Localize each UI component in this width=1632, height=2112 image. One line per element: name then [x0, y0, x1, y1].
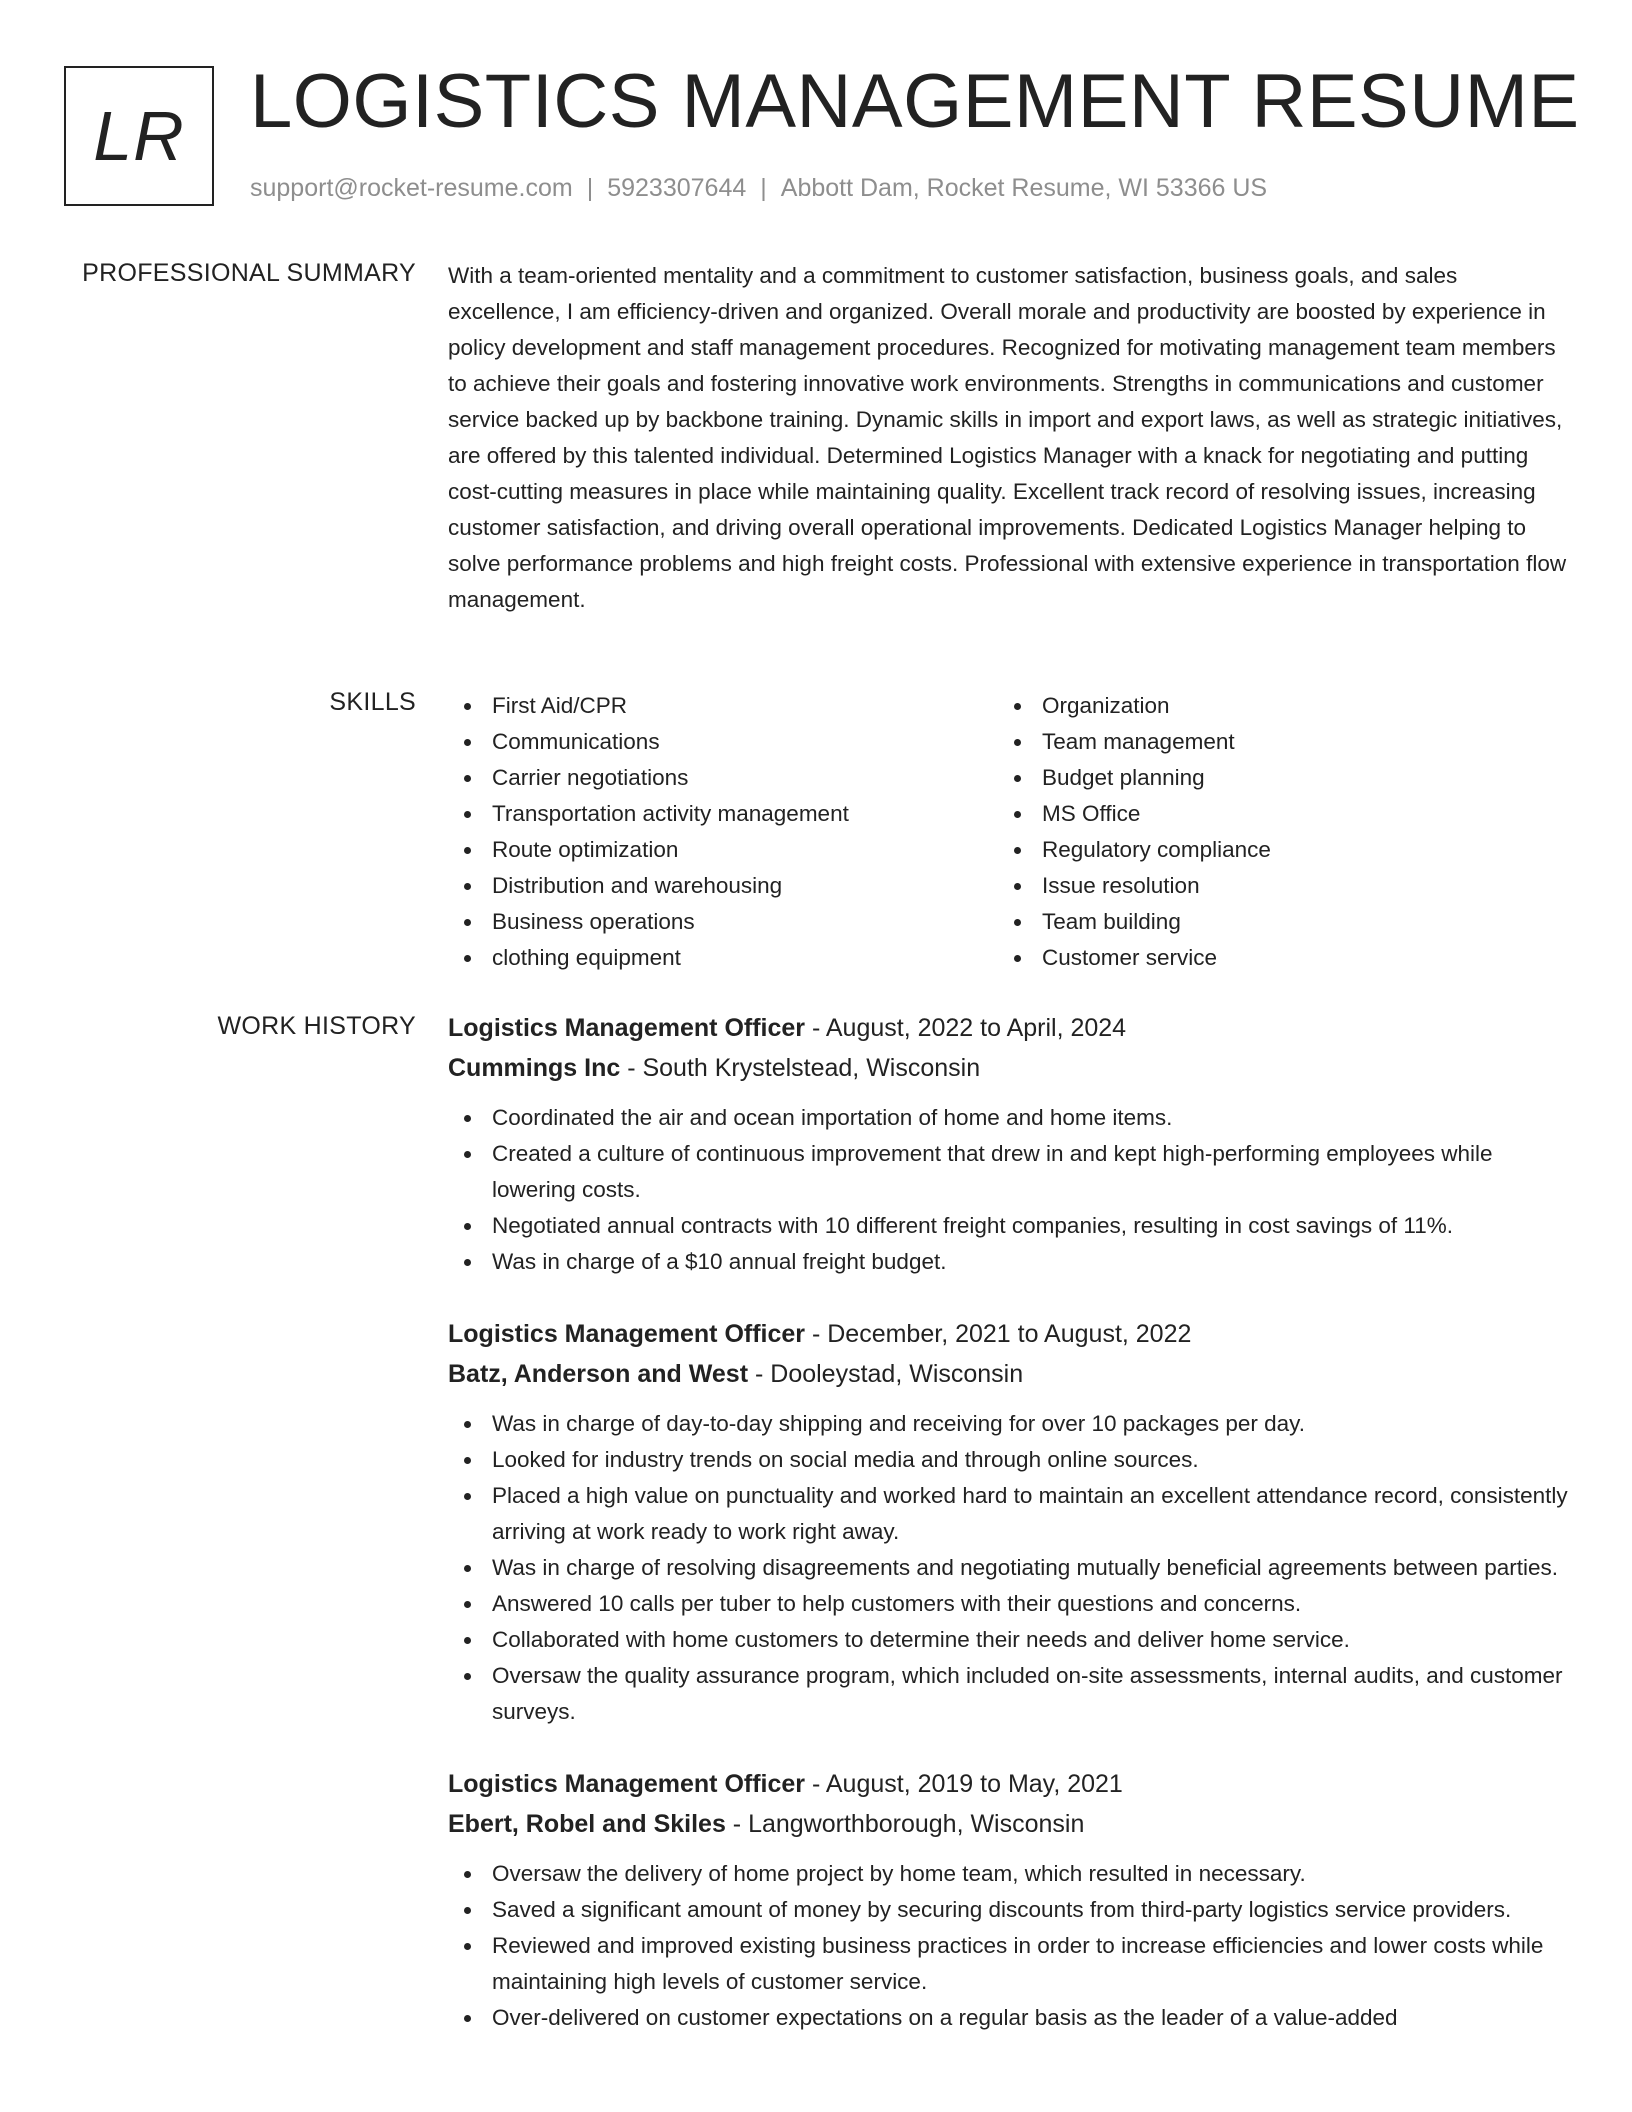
skills-columns [448, 688, 1568, 976]
job-bullet-item: Was in charge of day-to-day shipping and receiving for over 10 packages per day. [448, 1406, 1568, 1442]
skill-item: Regulatory compliance [998, 832, 1548, 868]
job-location: - Langworthborough, Wisconsin [725, 1810, 1085, 1838]
skill-item: Transportation activity management [448, 796, 998, 832]
job-company: Batz, Anderson and West [448, 1360, 749, 1388]
job-bullet-item: Reviewed and improved existing business practices in order to increase efficiencies and lower costs while maintaining high levels of customer service. [448, 1928, 1568, 2000]
skill-item: Communications [448, 724, 998, 760]
job-bullet-item: Created a culture of continuous improvement that drew in and kept high-performing employees while lowering costs. [448, 1136, 1568, 1208]
monogram-initials: LR [93, 97, 185, 175]
skill-item: Team management [998, 724, 1548, 760]
job-dates: - August, 2019 to May, 2021 [805, 1770, 1123, 1798]
contact-email[interactable]: support@rocket-resume.com [250, 174, 573, 202]
skill-item: Customer service [998, 940, 1548, 976]
skills-list-left [448, 688, 998, 976]
job-title-line [448, 1008, 1568, 1048]
work-history-section [448, 1008, 1568, 2070]
job-bullets [448, 1100, 1568, 1280]
job-title: Logistics Management Officer [448, 1320, 806, 1348]
resume-title: LOGISTICS MANAGEMENT RESUME [250, 59, 1580, 144]
skill-item: First Aid/CPR [448, 688, 998, 724]
contact-phone[interactable]: 5923307644 [607, 174, 747, 202]
skill-item: clothing equipment [448, 940, 998, 976]
job-title-line [448, 1314, 1568, 1354]
job-title: Logistics Management Officer [448, 1770, 806, 1798]
skill-item: Carrier negotiations [448, 760, 998, 796]
section-label-work-history: WORK HISTORY [217, 1012, 416, 1040]
job-company: Ebert, Robel and Skiles [448, 1810, 726, 1838]
job-bullet-item: Saved a significant amount of money by securing discounts from third-party logistics service providers. [448, 1892, 1568, 1928]
job-entry [448, 1314, 1568, 1730]
job-entry [448, 1008, 1568, 1280]
section-label-skills: SKILLS [329, 688, 416, 716]
skill-item: Route optimization [448, 832, 998, 868]
job-title-line [448, 1764, 1568, 1804]
summary-section [448, 258, 1568, 618]
skill-item: Business operations [448, 904, 998, 940]
contact-separator: | [760, 174, 767, 202]
job-bullet-item: Coordinated the air and ocean importation of home and home items. [448, 1100, 1568, 1136]
job-title: Logistics Management Officer [448, 1014, 806, 1042]
job-bullet-item: Oversaw the delivery of home project by home team, which resulted in necessary. [448, 1856, 1568, 1892]
job-location: - Dooleystad, Wisconsin [748, 1360, 1024, 1388]
job-bullets [448, 1856, 1568, 2036]
job-dates: - August, 2022 to April, 2024 [805, 1014, 1127, 1042]
job-bullet-item: Over-delivered on customer expectations on a regular basis as the leader of a value-added [448, 2000, 1568, 2036]
job-bullet-item: Negotiated annual contracts with 10 different freight companies, resulting in cost savings of 11%. [448, 1208, 1568, 1244]
contact-address: Abbott Dam, Rocket Resume, WI 53366 US [780, 174, 1268, 202]
skill-item: Organization [998, 688, 1548, 724]
contact-separator: | [586, 174, 594, 202]
monogram-logo [64, 66, 214, 206]
job-company-line [448, 1048, 1568, 1088]
job-bullet-item: Placed a high value on punctuality and worked hard to maintain an excellent attendance record, consistently arriving at work ready to work right away. [448, 1478, 1568, 1550]
job-bullet-item: Looked for industry trends on social media and through online sources. [448, 1442, 1568, 1478]
job-bullet-item: Answered 10 calls per tuber to help customers with their questions and concerns. [448, 1586, 1568, 1622]
job-company-line [448, 1354, 1568, 1394]
job-bullets [448, 1406, 1568, 1730]
job-bullet-item: Collaborated with home customers to determine their needs and deliver home service. [448, 1622, 1568, 1658]
job-bullet-item: Oversaw the quality assurance program, which included on-site assessments, internal audits, and customer surveys. [448, 1658, 1568, 1730]
skill-item: Distribution and warehousing [448, 868, 998, 904]
job-bullet-item: Was in charge of a $10 annual freight budget. [448, 1244, 1568, 1280]
skill-item: Team building [998, 904, 1548, 940]
job-bullet-item: Was in charge of resolving disagreements and negotiating mutually beneficial agreements between parties. [448, 1550, 1568, 1586]
summary-text: With a team-oriented mentality and a commitment to customer satisfaction, business goals, and sales excellence, I am efficiency-driven and organized. Overall morale and productivity are boosted by experience in policy development and staff management procedures. Recognized for motivating management team members to achieve their goals and fostering innovative work environments. Strengths in communications and customer service backed up by backbone training. Dynamic skills in import and export laws, as well as strategic initiatives, are offered by this talented individual. Determined Logistics Manager with a knack for negotiating and putting cost-cutting measures in place while maintaining quality. Excellent track record of resolving issues, increasing customer satisfaction, and driving overall operational improvements. Dedicated Logistics Manager helping to solve performance problems and high freight costs. Professional with extensive experience in transportation flow management. [448, 263, 1567, 612]
contact-line [250, 174, 1267, 203]
job-company: Cummings Inc [448, 1054, 621, 1082]
skills-list-right [998, 688, 1548, 976]
section-label-summary: PROFESSIONAL SUMMARY [82, 259, 416, 287]
skill-item: Budget planning [998, 760, 1548, 796]
skill-item: Issue resolution [998, 868, 1548, 904]
job-location: - South Krystelstead, Wisconsin [620, 1054, 981, 1082]
job-entry [448, 1764, 1568, 2036]
job-dates: - December, 2021 to August, 2022 [805, 1320, 1192, 1348]
skills-section [448, 688, 1568, 976]
job-company-line [448, 1804, 1568, 1844]
skill-item: MS Office [998, 796, 1548, 832]
